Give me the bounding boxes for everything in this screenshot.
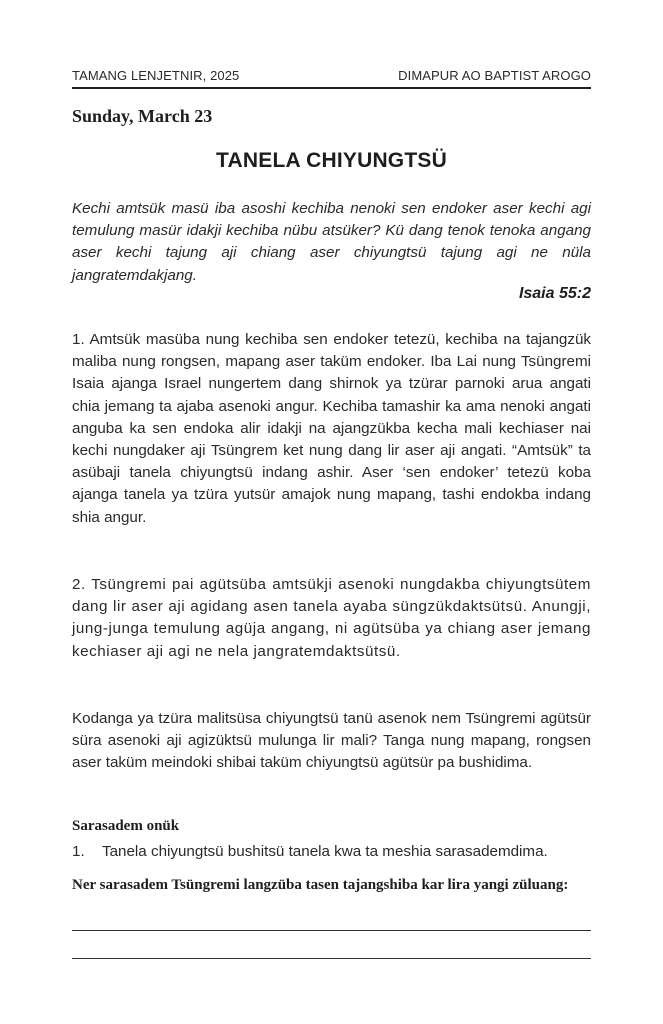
running-header <box>72 68 591 83</box>
paragraph-3: Kodanga ya tzüra malitsüsa chiyungtsü tanü asenok nem Tsüngremi agütsür süra asenoki aji agizüktsü mulunga lir mali? Tanga nung mapang, rongsen aser taküm meindoki shibai taküm chiyungtsü agütsür pa bushidima. <box>72 710 591 772</box>
list-item-number: 1. <box>72 843 85 860</box>
header-rule <box>72 87 591 89</box>
page-title: TANELA CHIYUNGTSÜ <box>216 149 447 172</box>
list-item-text: Tanela chiyungtsü bushitsü tanela kwa ta meshia sarasademdima. <box>102 843 548 860</box>
scripture-verse: Kechi amtsük masü iba asoshi kechiba nenoki sen endoker aser kechi agi temulung masür idakji kechiba nübu atsüker? Kü dang tenok tenoka angang aser kechi tajung aji chiang aser chiyungtsü tajung agi ne nüla jangratemdakjang. <box>72 200 591 284</box>
writing-line <box>72 958 591 959</box>
writing-line <box>72 930 591 931</box>
scripture-reference: Isaia 55:2 <box>518 285 591 302</box>
header-right: DIMAPUR AO BAPTIST AROGO <box>398 68 591 83</box>
header-left: TAMANG LENJETNIR, 2025 <box>72 68 240 83</box>
date-heading: Sunday, March 23 <box>72 106 213 126</box>
list-item <box>72 841 591 863</box>
paragraph-2: 2. Tsüngremi pai agütsüba amtsükji asenoki nungdakba chiyungtsütem dang lir aser aji agidang asen tanela ayaba süngzükdaktsütsü. Anungji, jung-junga temulung agüja angang, ni agütsüba ya chiang aser jemang kechiaser aji agi ne nela jangratemdaktsütsü. <box>72 576 591 660</box>
paragraph-1: 1. Amtsük masüba nung kechiba sen endoker tetezü, kechiba na tajangzük maliba nung rongsen, mapang aser taküm endoker. Iba Lai nung Tsüngremi Isaia ajanga Israel nungertem dang shirnok ya tzürar parnoki arua angati chia jemang ta ajaba asenoki angur. Kechiba tamashir ka ama nenoki angati anguba ka sen endoka alir idakji na ajangzükba kecha mali kechiaser nai kechi nungdaker aji Tsüngrem ket nung dang lir aser aji angati. “Amtsük” ta asübaji tanela chiyungtsü indang ashir. Aser ‘sen endoker’ tetezü koba ajanga tanela ya tzüra yutsür amajok nung mapang, tashi endokba indang shia angur. <box>72 331 591 526</box>
section-label: Sarasadem onük <box>72 818 180 834</box>
reflection-prompt: Ner sarasadem Tsüngremi langzüba tasen tajangshiba kar lira yangi züluang: <box>72 877 569 893</box>
